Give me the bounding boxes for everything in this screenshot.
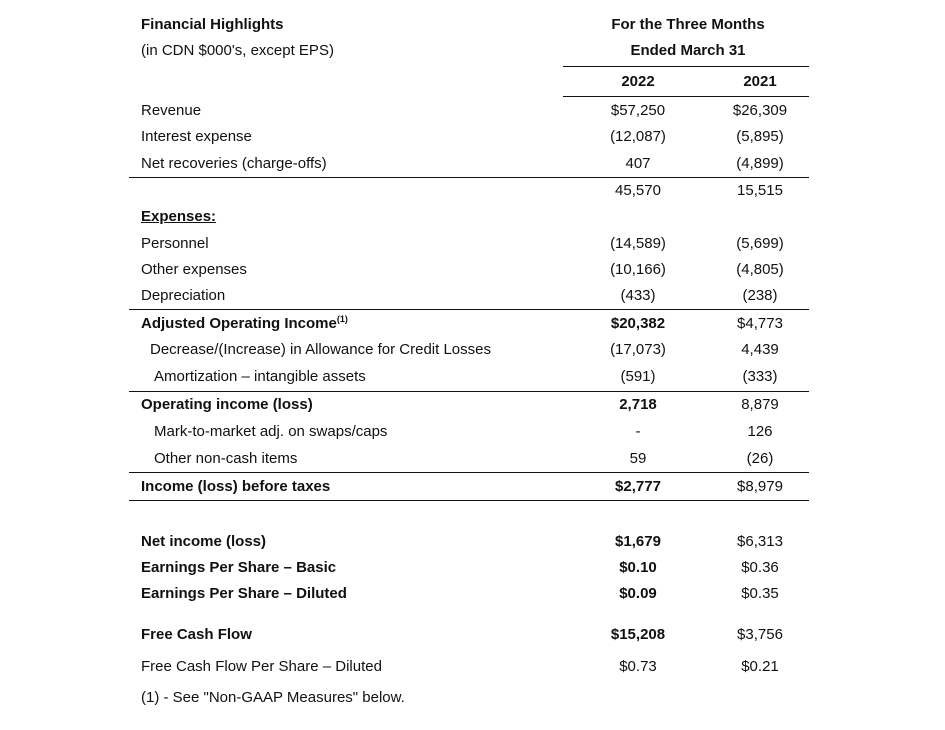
value-2021: 15,515 [737,182,783,199]
row-label: Amortization – intangible assets [154,368,366,385]
row-label: Interest expense [141,128,252,145]
value-2021: 4,439 [741,341,779,358]
column-header-rule [563,96,809,97]
value-2021: (26) [746,450,774,467]
row-label: Earnings Per Share – Diluted [141,585,347,602]
row-label: Net income (loss) [141,533,267,550]
period-header-line2: Ended March 31 [630,42,746,59]
row-label: Free Cash Flow Per Share – Diluted [141,658,382,675]
income-before-taxes-rule [129,500,809,501]
column-header-2022: 2022 [621,73,655,90]
value-2022: (591) [620,368,656,385]
non-cash-rule [129,472,809,473]
value-2022: $0.09 [619,585,657,602]
value-2021: $26,309 [732,102,788,119]
value-2022: (433) [620,287,656,304]
row-label: Depreciation [141,287,226,304]
amortization-rule [129,391,809,392]
value-2021: $3,756 [737,626,783,643]
value-2021: (5,699) [736,235,784,252]
value-2022: $57,250 [610,102,666,119]
row-label: Mark-to-market adj. on swaps/caps [154,423,388,440]
value-2021: 126 [747,423,773,440]
row-label: Free Cash Flow [141,626,252,643]
value-2022: $2,777 [615,478,661,495]
value-2021: $0.36 [741,559,779,576]
header-rule [563,66,809,67]
value-2022: $0.10 [619,559,657,576]
value-2021: $4,773 [737,315,783,332]
expenses-heading: Expenses: [141,208,217,225]
row-label: Other expenses [141,261,247,278]
row-label: Personnel [141,235,209,252]
table-subtitle: (in CDN $000's, except EPS) [141,42,334,59]
value-2021: (333) [742,368,778,385]
row-label: Other non-cash items [154,450,298,467]
subtotal-rule [129,177,809,178]
value-2021: $6,313 [737,533,783,550]
row-label: Net recoveries (charge-offs) [141,155,327,172]
value-2021: 8,879 [741,396,779,413]
value-2022: $20,382 [610,315,666,332]
value-2022: $0.73 [619,658,657,675]
footnote: (1) - See "Non-GAAP Measures" below. [141,689,405,706]
value-2022: (10,166) [610,261,666,278]
value-2021: $0.21 [741,658,779,675]
value-2022: 59 [629,450,647,467]
expenses-rule [129,309,809,310]
column-header-2021: 2021 [743,73,777,90]
value-2022: $1,679 [615,533,661,550]
row-label: Decrease/(Increase) in Allowance for Credit Losses [150,341,491,358]
value-2021: (4,899) [736,155,784,172]
row-label: Revenue [141,102,202,119]
footnote-marker: (1) [336,314,348,324]
value-2021: $0.35 [741,585,779,602]
value-2022: (17,073) [610,341,666,358]
row-label [141,315,348,333]
value-2022: 2,718 [619,396,657,413]
row-label-text: Adjusted Operating Income [141,315,337,332]
row-label: Earnings Per Share – Basic [141,559,337,576]
value-2022: 407 [625,155,651,172]
value-2022: - [635,423,641,440]
value-2022: $15,208 [610,626,666,643]
value-2022: (12,087) [610,128,666,145]
value-2021: $8,979 [737,478,783,495]
row-label: Income (loss) before taxes [141,478,331,495]
value-2022: 45,570 [615,182,661,199]
period-header-line1: For the Three Months [611,16,765,33]
row-label: Operating income (loss) [141,396,313,413]
value-2021: (5,895) [736,128,784,145]
table-title: Financial Highlights [141,16,284,33]
value-2021: (4,805) [736,261,784,278]
value-2022: (14,589) [610,235,666,252]
value-2021: (238) [742,287,778,304]
